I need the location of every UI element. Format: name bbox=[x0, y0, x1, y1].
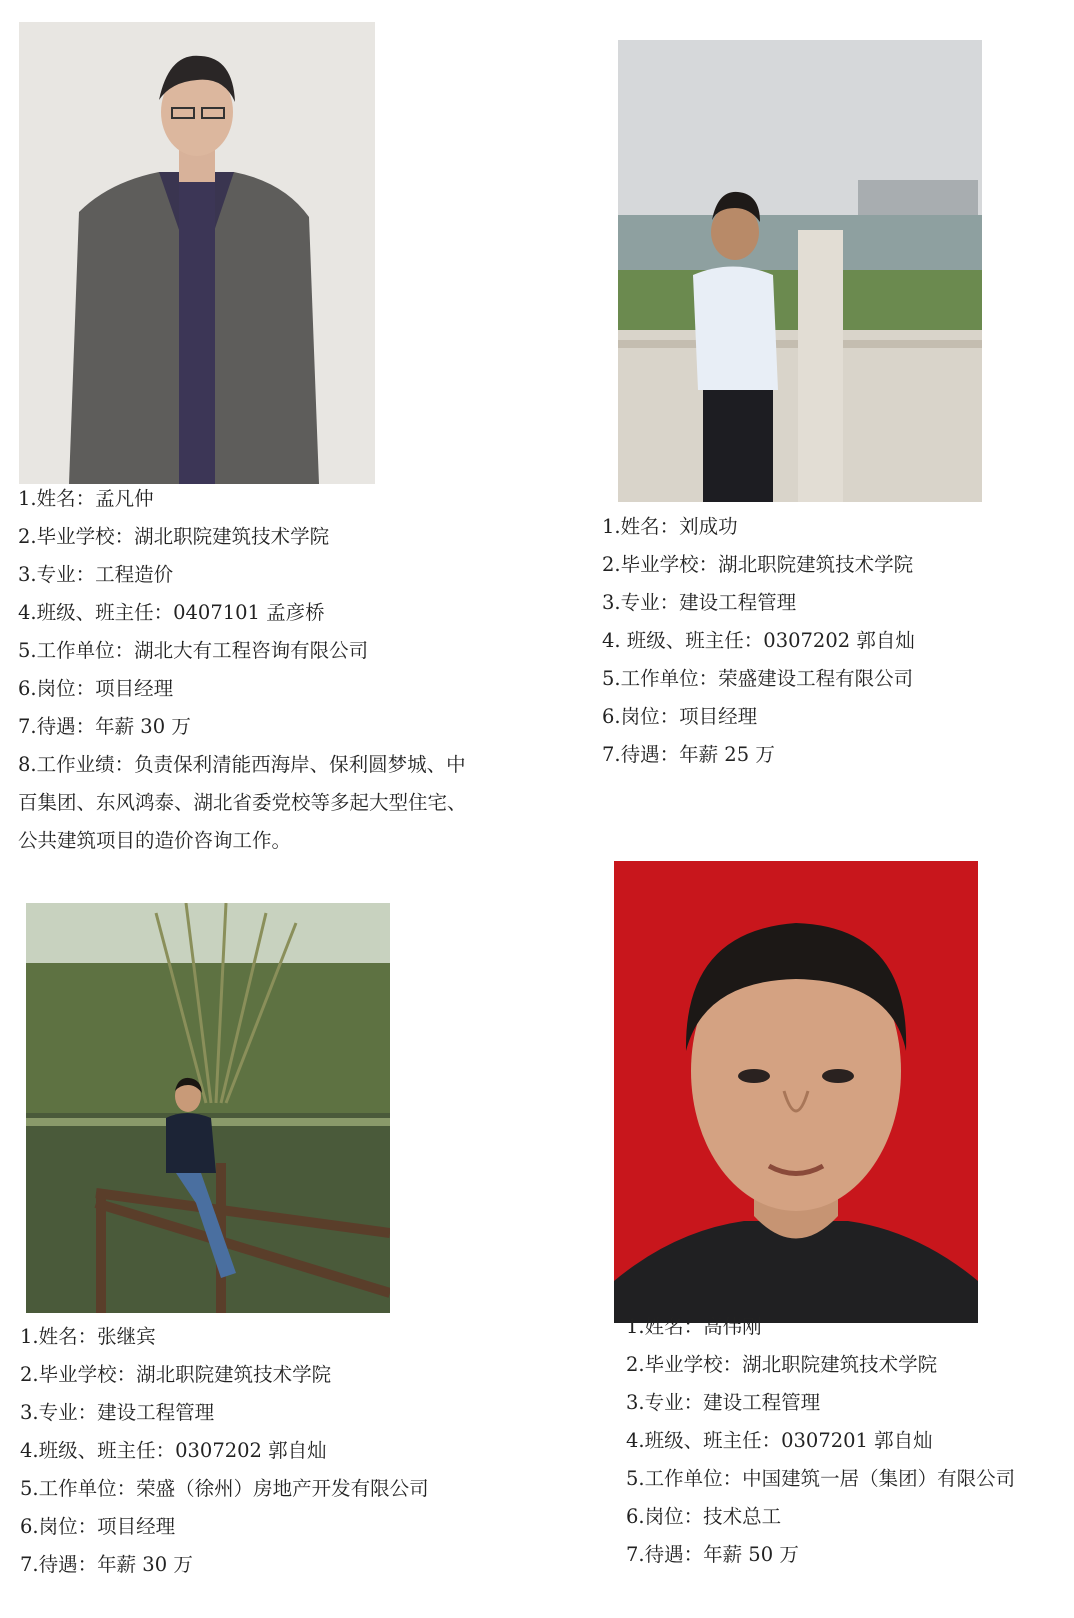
profile-school: 2.毕业学校：湖北职院建筑技术学院 bbox=[626, 1353, 938, 1376]
profile-major: 3.专业：工程造价 bbox=[18, 563, 174, 586]
profile-name: 1.姓名：高伟刚 bbox=[626, 1315, 762, 1338]
profile-position: 6.岗位：技术总工 bbox=[626, 1505, 782, 1528]
profile-info-4 bbox=[626, 1308, 1072, 1574]
profile-position: 6.岗位：项目经理 bbox=[18, 677, 174, 700]
profile-class: 4.班级、班主任：0407101 孟彦桥 bbox=[18, 601, 325, 624]
profile-info-1 bbox=[18, 480, 518, 860]
profile-employer: 5.工作单位：中国建筑一居（集团）有限公司 bbox=[626, 1467, 1016, 1490]
profile-achievements-cont: 百集团、东风鸿泰、湖北省委党校等多起大型住宅、 bbox=[18, 791, 467, 814]
profile-name: 1.姓名：孟凡仲 bbox=[18, 487, 154, 510]
person-portrait-icon bbox=[618, 40, 982, 502]
profile-school: 2.毕业学校：湖北职院建筑技术学院 bbox=[20, 1363, 332, 1386]
profile-photo-2 bbox=[618, 40, 982, 502]
profile-class: 4. 班级、班主任：0307202 郭自灿 bbox=[602, 629, 915, 652]
profile-achievements-cont: 公共建筑项目的造价咨询工作。 bbox=[18, 829, 292, 852]
profile-salary: 7.待遇：年薪 30 万 bbox=[20, 1553, 193, 1576]
person-portrait-icon bbox=[26, 903, 390, 1313]
person-portrait-icon bbox=[19, 22, 375, 484]
profile-employer: 5.工作单位：湖北大有工程咨询有限公司 bbox=[18, 639, 369, 662]
profile-employer: 5.工作单位：荣盛（徐州）房地产开发有限公司 bbox=[20, 1477, 429, 1500]
profile-salary: 7.待遇：年薪 50 万 bbox=[626, 1543, 799, 1566]
profile-photo-3 bbox=[26, 903, 390, 1313]
profile-school: 2.毕业学校：湖北职院建筑技术学院 bbox=[602, 553, 914, 576]
profile-photo-4 bbox=[614, 861, 978, 1323]
profile-class: 4.班级、班主任：0307202 郭自灿 bbox=[20, 1439, 327, 1462]
person-portrait-icon bbox=[614, 861, 978, 1323]
profile-salary: 7.待遇：年薪 25 万 bbox=[602, 743, 775, 766]
profile-name: 1.姓名：刘成功 bbox=[602, 515, 738, 538]
profile-achievements: 8.工作业绩：负责保利清能西海岸、保利圆梦城、中 bbox=[18, 753, 466, 776]
profile-class: 4.班级、班主任：0307201 郭自灿 bbox=[626, 1429, 933, 1452]
profile-position: 6.岗位：项目经理 bbox=[20, 1515, 176, 1538]
profile-major: 3.专业：建设工程管理 bbox=[602, 591, 797, 614]
profile-info-2 bbox=[602, 508, 1062, 774]
profile-salary: 7.待遇：年薪 30 万 bbox=[18, 715, 191, 738]
profile-school: 2.毕业学校：湖北职院建筑技术学院 bbox=[18, 525, 330, 548]
profile-info-3 bbox=[20, 1318, 560, 1584]
profile-major: 3.专业：建设工程管理 bbox=[626, 1391, 821, 1414]
profile-photo-1 bbox=[19, 22, 375, 484]
profile-position: 6.岗位：项目经理 bbox=[602, 705, 758, 728]
profile-name: 1.姓名：张继宾 bbox=[20, 1325, 156, 1348]
profile-major: 3.专业：建设工程管理 bbox=[20, 1401, 215, 1424]
profile-employer: 5.工作单位：荣盛建设工程有限公司 bbox=[602, 667, 914, 690]
